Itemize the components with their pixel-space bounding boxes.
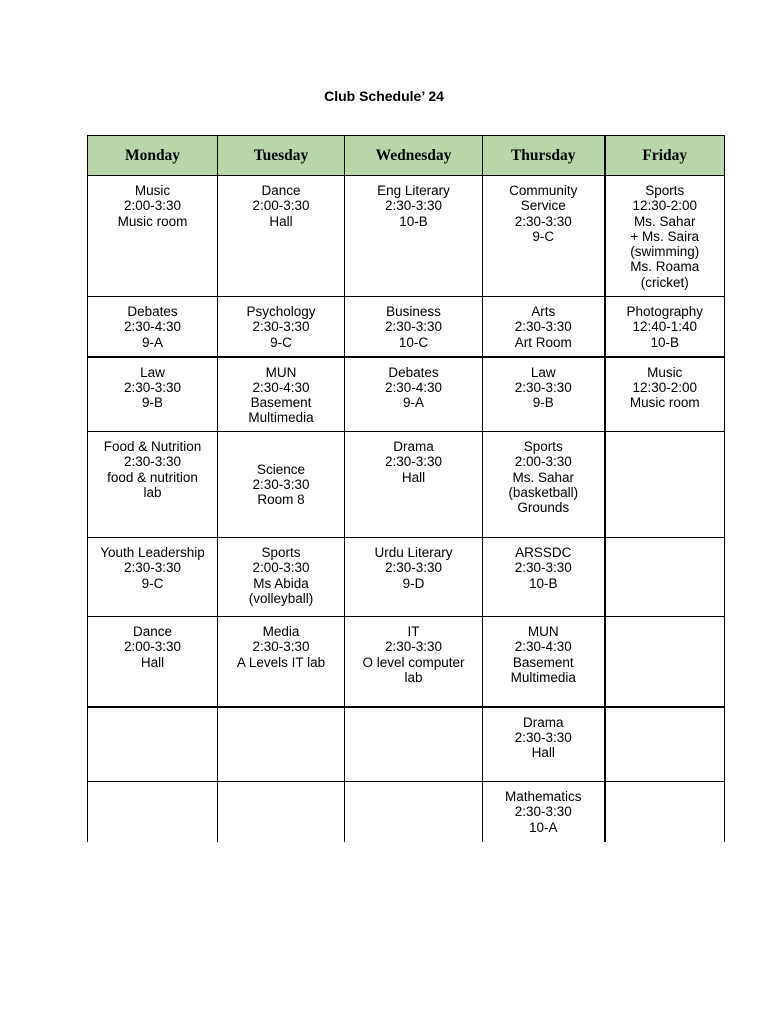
club-detail: Music room xyxy=(117,213,188,229)
club-detail: (cricket) xyxy=(640,274,689,290)
club-detail: Multimedia xyxy=(248,410,314,426)
club-name: Debates xyxy=(127,304,178,319)
club-cell-wednesday xyxy=(345,176,483,297)
club-cell-tuesday xyxy=(218,176,345,297)
club-cell-thursday xyxy=(483,707,605,782)
club-cell-thursday xyxy=(483,617,605,707)
club-cell-thursday xyxy=(483,357,605,432)
club-name: Dance xyxy=(261,183,301,198)
club-detail: 9-C xyxy=(141,575,164,591)
club-name: MUN xyxy=(265,364,297,380)
club-name: Youth Leadership xyxy=(100,545,205,560)
club-detail: Hall xyxy=(140,654,165,670)
club-detail: 2:30-3:30 xyxy=(384,319,443,335)
club-cell-friday xyxy=(605,782,725,842)
club-detail: lab xyxy=(404,669,423,685)
club-cell-wednesday xyxy=(345,782,483,842)
day-header-thursday: Thursday xyxy=(483,136,605,176)
club-detail: 2:30-3:30 xyxy=(514,379,572,395)
club-cell-thursday xyxy=(483,782,605,842)
club-detail: 12:30-2:00 xyxy=(632,198,698,214)
club-name: Law xyxy=(140,364,165,380)
club-detail: 2:30-3:30 xyxy=(514,729,572,745)
club-cell-thursday xyxy=(483,432,605,538)
club-detail: A Levels IT lab xyxy=(236,654,326,670)
club-cell-friday xyxy=(605,176,725,297)
club-name: Sports xyxy=(261,545,301,560)
club-detail: 2:00-3:30 xyxy=(252,560,310,576)
club-name: Media xyxy=(262,624,300,639)
club-detail: Hall xyxy=(269,213,293,229)
club-detail: 2:30-3:30 xyxy=(252,639,310,655)
club-cell-wednesday xyxy=(345,357,483,432)
club-detail: 10-B xyxy=(399,213,428,229)
club-detail: (basketball) xyxy=(508,484,579,500)
club-cell-friday xyxy=(605,538,725,617)
club-detail: 2:00-3:30 xyxy=(252,198,310,214)
schedule-body xyxy=(88,176,725,842)
club-detail: 2:30-3:30 xyxy=(514,319,572,335)
day-header-tuesday: Tuesday xyxy=(218,136,345,176)
club-name: IT xyxy=(407,624,420,639)
club-cell-friday xyxy=(605,432,725,538)
club-detail: Ms. Sahar xyxy=(512,469,575,485)
club-detail: Hall xyxy=(401,469,426,485)
club-detail: Service xyxy=(520,198,566,214)
club-detail: Ms Abida xyxy=(253,575,309,591)
club-detail: 2:30-4:30 xyxy=(514,639,572,655)
club-detail: Basement xyxy=(512,654,574,670)
club-detail: Art Room xyxy=(514,334,572,350)
club-detail: 10-B xyxy=(528,575,558,591)
club-cell-wednesday xyxy=(345,707,483,782)
club-detail: 9-B xyxy=(532,395,554,411)
club-name: Photography xyxy=(626,304,704,319)
club-name: Music xyxy=(647,364,683,380)
schedule-row xyxy=(88,432,725,538)
club-detail: O level computer xyxy=(362,654,465,670)
schedule-row xyxy=(88,297,725,357)
club-cell-monday xyxy=(88,432,218,538)
schedule-row xyxy=(88,538,725,617)
schedule-row xyxy=(88,357,725,432)
schedule-table xyxy=(87,135,725,842)
club-detail: lab xyxy=(143,484,162,500)
club-detail: 2:30-3:30 xyxy=(252,476,310,492)
club-cell-tuesday xyxy=(218,538,345,617)
club-cell-thursday xyxy=(483,176,605,297)
club-cell-thursday xyxy=(483,297,605,357)
page-title: Club Schedule’ 24 xyxy=(324,88,444,104)
club-detail: 2:30-3:30 xyxy=(384,198,443,214)
club-name: Psychology xyxy=(246,304,316,319)
club-detail: Grounds xyxy=(517,500,570,516)
club-cell-monday xyxy=(88,357,218,432)
day-header-monday: Monday xyxy=(88,136,218,176)
club-detail: 2:30-3:30 xyxy=(123,454,182,470)
club-detail: 2:30-3:30 xyxy=(123,379,182,395)
club-cell-wednesday xyxy=(345,432,483,538)
club-name: Law xyxy=(530,364,556,380)
club-detail: Music room xyxy=(629,395,700,411)
club-detail: Basement xyxy=(250,395,312,411)
club-detail: 2:30-3:30 xyxy=(384,454,443,470)
club-detail: 10-B xyxy=(650,334,680,350)
club-cell-monday xyxy=(88,176,218,297)
club-detail: + Ms. Saira xyxy=(630,228,700,244)
club-detail: 9-A xyxy=(402,395,424,411)
club-detail: 12:30-2:00 xyxy=(632,379,698,395)
club-cell-thursday xyxy=(483,538,605,617)
club-cell-monday xyxy=(88,297,218,357)
club-name: Sports xyxy=(645,183,685,198)
club-detail: 2:30-3:30 xyxy=(514,560,572,576)
club-detail: food & nutrition xyxy=(107,469,198,485)
club-detail: (swimming) xyxy=(630,244,700,260)
club-detail: Ms. Sahar xyxy=(633,213,696,229)
club-detail: Ms. Roama xyxy=(630,259,700,275)
club-name: Science xyxy=(256,461,306,477)
club-detail: 9-D xyxy=(402,575,425,591)
club-name: Business xyxy=(386,304,441,319)
club-detail: 10-A xyxy=(528,819,558,835)
club-name: ARSSDC xyxy=(515,545,572,560)
day-header-friday: Friday xyxy=(605,136,725,176)
club-detail: 2:00-3:30 xyxy=(123,198,182,214)
club-cell-tuesday xyxy=(218,617,345,707)
club-detail: 2:30-3:30 xyxy=(252,319,310,335)
club-name: Eng Literary xyxy=(377,183,450,198)
club-cell-wednesday xyxy=(345,617,483,707)
club-cell-friday xyxy=(605,297,725,357)
club-name: Sports xyxy=(523,439,563,454)
club-detail: Hall xyxy=(531,745,555,761)
club-detail: 10-C xyxy=(398,334,429,350)
club-name: Arts xyxy=(531,304,556,319)
club-cell-friday xyxy=(605,707,725,782)
schedule-row xyxy=(88,782,725,842)
club-detail: 2:30-3:30 xyxy=(384,560,443,576)
club-cell-tuesday xyxy=(218,357,345,432)
club-detail: 2:00-3:30 xyxy=(514,454,572,470)
club-detail: 9-A xyxy=(141,334,163,350)
header-row xyxy=(88,136,725,176)
schedule-row xyxy=(88,176,725,297)
club-detail: 2:00-3:30 xyxy=(123,639,182,655)
club-detail: 2:30-3:30 xyxy=(123,560,182,576)
club-cell-tuesday xyxy=(218,297,345,357)
club-cell-monday xyxy=(88,707,218,782)
club-detail: Room 8 xyxy=(257,492,305,508)
club-cell-friday xyxy=(605,617,725,707)
club-cell-wednesday xyxy=(345,538,483,617)
day-header-wednesday: Wednesday xyxy=(345,136,483,176)
schedule-row xyxy=(88,707,725,782)
club-detail: Multimedia xyxy=(510,669,576,685)
club-name: Urdu Literary xyxy=(374,545,453,560)
schedule-row xyxy=(88,617,725,707)
club-detail: 2:30-3:30 xyxy=(514,804,572,820)
club-detail: 2:30-4:30 xyxy=(252,379,310,395)
club-name: Community xyxy=(509,183,578,198)
club-name: Drama xyxy=(393,439,434,454)
club-detail: 2:30-3:30 xyxy=(514,213,572,229)
club-name: MUN xyxy=(527,624,559,639)
club-name: Mathematics xyxy=(504,789,582,804)
club-detail: 9-C xyxy=(532,228,555,244)
club-cell-tuesday xyxy=(218,432,345,538)
club-name: Debates xyxy=(388,364,439,380)
club-cell-friday xyxy=(605,357,725,432)
club-name: Dance xyxy=(132,624,173,639)
club-detail: 9-C xyxy=(270,334,292,350)
club-cell-monday xyxy=(88,617,218,707)
club-cell-tuesday xyxy=(218,707,345,782)
club-cell-wednesday xyxy=(345,297,483,357)
club-name: Drama xyxy=(522,714,564,730)
club-detail: (volleyball) xyxy=(248,590,314,606)
club-cell-monday xyxy=(88,782,218,842)
club-detail: 2:30-3:30 xyxy=(384,639,443,655)
club-name: Music xyxy=(134,183,171,198)
club-cell-monday xyxy=(88,538,218,617)
club-name: Food & Nutrition xyxy=(103,439,202,454)
club-detail: 9-B xyxy=(141,395,163,411)
club-detail: 2:30-4:30 xyxy=(384,379,443,395)
club-detail: 12:40-1:40 xyxy=(632,319,698,335)
club-detail: 2:30-4:30 xyxy=(123,319,182,335)
club-cell-tuesday xyxy=(218,782,345,842)
